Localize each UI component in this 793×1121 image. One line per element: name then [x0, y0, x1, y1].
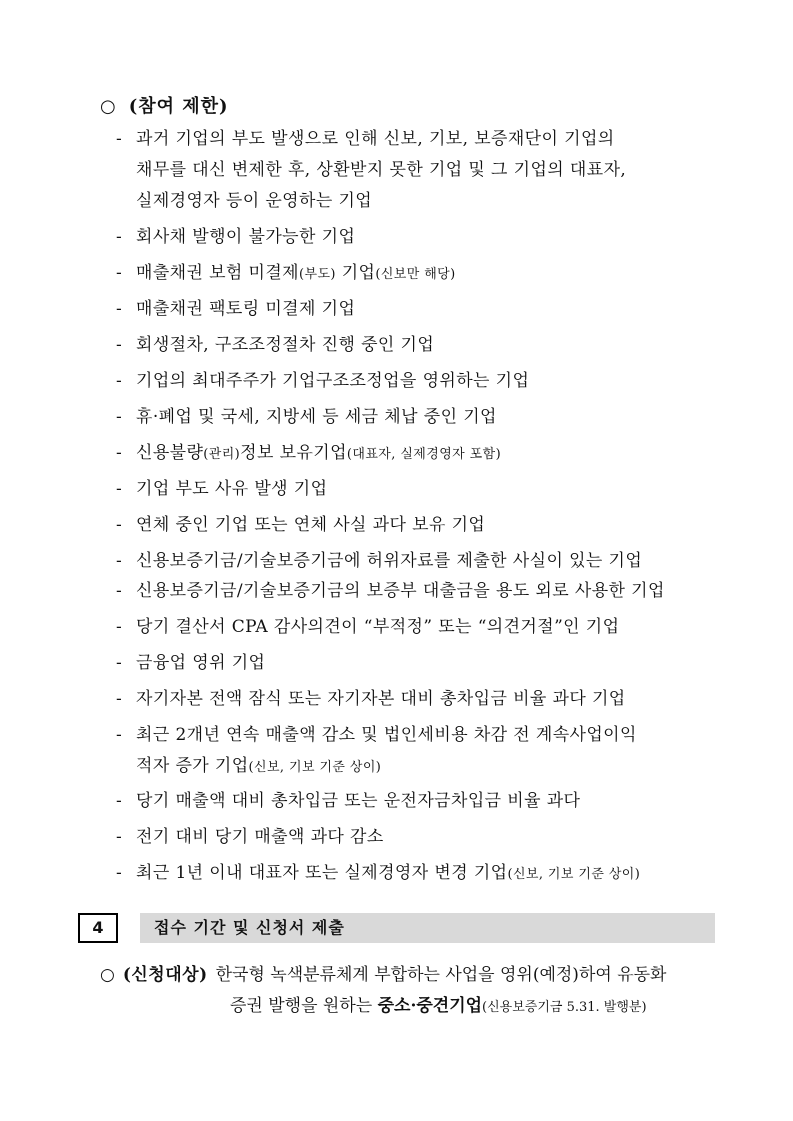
list-item: - 기업의 최대주주가 기업구조조정업을 영위하는 기업	[116, 371, 530, 391]
circle-bullet-icon: ○	[100, 96, 117, 117]
list-item: - 전기 대비 당기 매출액 과다 감소	[116, 827, 384, 847]
list-item: - 매출채권 보험 미결제(부도) 기업(신보만 해당)	[116, 263, 456, 283]
list-item: - 회사채 발행이 불가능한 기업	[116, 227, 356, 247]
list-item: - 금융업 영위 기업	[116, 653, 266, 673]
list-item: - 연체 중인 기업 또는 연체 사실 과다 보유 기업	[116, 515, 486, 535]
section-heading-restrictions	[100, 92, 229, 118]
list-item: - 매출채권 팩토링 미결제 기업	[116, 299, 356, 319]
list-item: - 신용불량(관리)정보 보유기업(대표자, 실제경영자 포함)	[116, 443, 502, 463]
apply-label: (신청대상)	[122, 965, 208, 985]
list-item: - 당기 매출액 대비 총차입금 또는 운전자금차입금 비율 과다	[116, 791, 581, 811]
heading-title: (참여 제한)	[128, 96, 229, 117]
list-item: - 회생절차, 구조조정절차 진행 중인 기업	[116, 335, 435, 355]
apply-target-paragraph: ○ (신청대상) 한국형 녹색분류체계 부합하는 사업을 영위(예정)하여 유동화 증권 발행을 원하는 중소·중견기업(신용보증기금 5.31. 발행분)	[100, 965, 667, 1016]
section-title-bar: 접수 기간 및 신청서 제출	[140, 913, 715, 943]
list-item: - 과거 기업의 부도 발생으로 인해 신보, 기보, 보증재단이 기업의 채무를 대신 변제한 후, 상환받지 못한 기업 및 그 기업의 대표자, 실제경영자 등이 운영하는 기업	[116, 124, 726, 217]
list-item: - 최근 2개년 연속 매출액 감소 및 법인세비용 차감 전 계속사업이익 적자 증가 기업(신보, 기보 기준 상이)	[116, 725, 637, 776]
list-item: - 자기자본 전액 잠식 또는 자기자본 대비 총차입금 비율 과다 기업	[116, 689, 626, 709]
section-number-box: 4	[78, 913, 118, 943]
list-item: - 최근 1년 이내 대표자 또는 실제경영자 변경 기업(신보, 기보 기준 상이)	[116, 863, 641, 883]
list-item: - 신용보증기금/기술보증기금의 보증부 대출금을 용도 외로 사용한 기업	[116, 581, 665, 601]
list-item: - 신용보증기금/기술보증기금에 허위자료를 제출한 사실이 있는 기업	[116, 551, 643, 571]
dash-bullet: -	[116, 129, 123, 149]
list-item: - 당기 결산서 CPA 감사의견이 “부적정” 또는 “의견거절”인 기업	[116, 617, 620, 637]
circle-bullet-icon: ○	[100, 965, 115, 985]
list-item: - 기업 부도 사유 발생 기업	[116, 479, 328, 499]
list-item: - 휴·폐업 및 국세, 지방세 등 세금 체납 중인 기업	[116, 407, 497, 427]
